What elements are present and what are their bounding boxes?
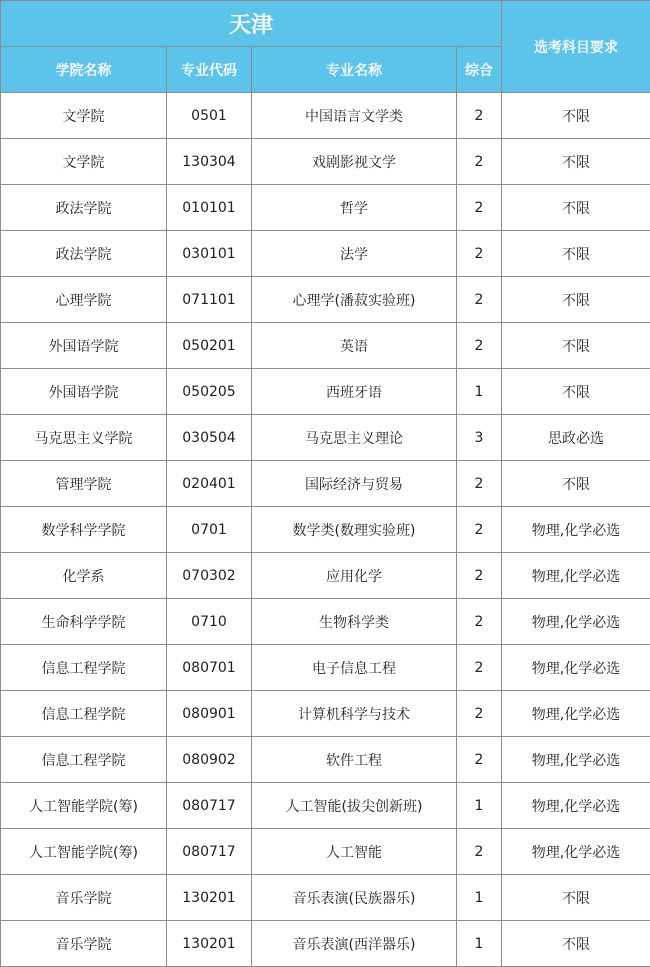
cell-college: 马克思主义学院: [1, 415, 167, 461]
cell-college: 化学系: [1, 553, 167, 599]
cell-comprehensive: 2: [457, 185, 502, 231]
cell-comprehensive: 2: [457, 599, 502, 645]
cell-major: 应用化学: [252, 553, 457, 599]
cell-major: 戏剧影视文学: [252, 139, 457, 185]
cell-code: 0501: [167, 93, 252, 139]
table-row: [1, 185, 650, 231]
table-row: [1, 783, 650, 829]
cell-college: 人工智能学院(筹): [1, 829, 167, 875]
cell-requirement: 不限: [502, 231, 650, 277]
cell-requirement: 不限: [502, 185, 650, 231]
cell-college: 人工智能学院(筹): [1, 783, 167, 829]
region-title: 天津: [1, 1, 502, 47]
requirement-header: 选考科目要求: [502, 1, 650, 93]
cell-requirement: 物理,化学必选: [502, 737, 650, 783]
cell-comprehensive: 2: [457, 139, 502, 185]
cell-comprehensive: 2: [457, 691, 502, 737]
cell-major: 中国语言文学类: [252, 93, 457, 139]
table-row: [1, 369, 650, 415]
cell-major: 法学: [252, 231, 457, 277]
table-row: [1, 691, 650, 737]
cell-college: 管理学院: [1, 461, 167, 507]
cell-college: 政法学院: [1, 231, 167, 277]
cell-comprehensive: 1: [457, 875, 502, 921]
table-row: [1, 323, 650, 369]
cell-requirement: 思政必选: [502, 415, 650, 461]
cell-requirement: 物理,化学必选: [502, 507, 650, 553]
cell-comprehensive: 2: [457, 829, 502, 875]
table-row: [1, 737, 650, 783]
cell-requirement: 不限: [502, 461, 650, 507]
table-row: [1, 415, 650, 461]
cell-code: 080901: [167, 691, 252, 737]
cell-code: 050201: [167, 323, 252, 369]
cell-major: 生物科学类: [252, 599, 457, 645]
table-row: [1, 875, 650, 921]
cell-comprehensive: 2: [457, 231, 502, 277]
table-row: [1, 829, 650, 875]
cell-college: 信息工程学院: [1, 737, 167, 783]
cell-major: 马克思主义理论: [252, 415, 457, 461]
column-header-comprehensive: 综合: [457, 47, 502, 93]
cell-major: 国际经济与贸易: [252, 461, 457, 507]
cell-major: 西班牙语: [252, 369, 457, 415]
cell-requirement: 物理,化学必选: [502, 553, 650, 599]
cell-code: 130304: [167, 139, 252, 185]
cell-code: 130201: [167, 921, 252, 967]
cell-college: 文学院: [1, 139, 167, 185]
table-body: [1, 93, 650, 967]
cell-comprehensive: 2: [457, 277, 502, 323]
cell-code: 050205: [167, 369, 252, 415]
cell-comprehensive: 2: [457, 93, 502, 139]
column-header-major: 专业名称: [252, 47, 457, 93]
cell-code: 0710: [167, 599, 252, 645]
cell-comprehensive: 1: [457, 921, 502, 967]
cell-comprehensive: 2: [457, 461, 502, 507]
cell-major: 英语: [252, 323, 457, 369]
cell-major: 人工智能: [252, 829, 457, 875]
cell-comprehensive: 2: [457, 645, 502, 691]
cell-code: 070302: [167, 553, 252, 599]
table-row: [1, 461, 650, 507]
table-row: [1, 277, 650, 323]
column-header-college: 学院名称: [1, 47, 167, 93]
cell-comprehensive: 1: [457, 783, 502, 829]
cell-requirement: 不限: [502, 369, 650, 415]
table-row: [1, 921, 650, 967]
table-row: [1, 93, 650, 139]
cell-college: 音乐学院: [1, 875, 167, 921]
cell-college: 政法学院: [1, 185, 167, 231]
cell-requirement: 物理,化学必选: [502, 645, 650, 691]
cell-requirement: 不限: [502, 875, 650, 921]
cell-requirement: 不限: [502, 93, 650, 139]
cell-college: 外国语学院: [1, 323, 167, 369]
cell-code: 080717: [167, 783, 252, 829]
cell-code: 030101: [167, 231, 252, 277]
table-row: [1, 645, 650, 691]
cell-major: 软件工程: [252, 737, 457, 783]
cell-college: 生命科学学院: [1, 599, 167, 645]
cell-code: 030504: [167, 415, 252, 461]
cell-college: 信息工程学院: [1, 645, 167, 691]
cell-major: 心理学(潘菽实验班): [252, 277, 457, 323]
table-row: [1, 231, 650, 277]
cell-college: 音乐学院: [1, 921, 167, 967]
cell-college: 信息工程学院: [1, 691, 167, 737]
cell-college: 数学科学学院: [1, 507, 167, 553]
cell-code: 130201: [167, 875, 252, 921]
cell-college: 文学院: [1, 93, 167, 139]
cell-requirement: 物理,化学必选: [502, 829, 650, 875]
cell-code: 010101: [167, 185, 252, 231]
cell-requirement: 不限: [502, 323, 650, 369]
cell-code: 0701: [167, 507, 252, 553]
cell-code: 071101: [167, 277, 252, 323]
cell-comprehensive: 2: [457, 553, 502, 599]
cell-code: 080701: [167, 645, 252, 691]
cell-code: 020401: [167, 461, 252, 507]
cell-college: 外国语学院: [1, 369, 167, 415]
cell-comprehensive: 3: [457, 415, 502, 461]
cell-major: 电子信息工程: [252, 645, 457, 691]
cell-college: 心理学院: [1, 277, 167, 323]
table-row: [1, 507, 650, 553]
cell-major: 音乐表演(西洋器乐): [252, 921, 457, 967]
cell-comprehensive: 2: [457, 507, 502, 553]
cell-major: 音乐表演(民族器乐): [252, 875, 457, 921]
cell-code: 080717: [167, 829, 252, 875]
cell-requirement: 不限: [502, 921, 650, 967]
cell-major: 计算机科学与技术: [252, 691, 457, 737]
cell-requirement: 物理,化学必选: [502, 599, 650, 645]
cell-comprehensive: 2: [457, 323, 502, 369]
cell-requirement: 物理,化学必选: [502, 691, 650, 737]
cell-code: 080902: [167, 737, 252, 783]
table-row: [1, 599, 650, 645]
cell-requirement: 不限: [502, 277, 650, 323]
cell-comprehensive: 1: [457, 369, 502, 415]
table-row: [1, 139, 650, 185]
cell-requirement: 物理,化学必选: [502, 783, 650, 829]
table-row: [1, 553, 650, 599]
cell-requirement: 不限: [502, 139, 650, 185]
cell-major: 数学类(数理实验班): [252, 507, 457, 553]
cell-comprehensive: 2: [457, 737, 502, 783]
cell-major: 哲学: [252, 185, 457, 231]
column-header-code: 专业代码: [167, 47, 252, 93]
cell-major: 人工智能(拔尖创新班): [252, 783, 457, 829]
